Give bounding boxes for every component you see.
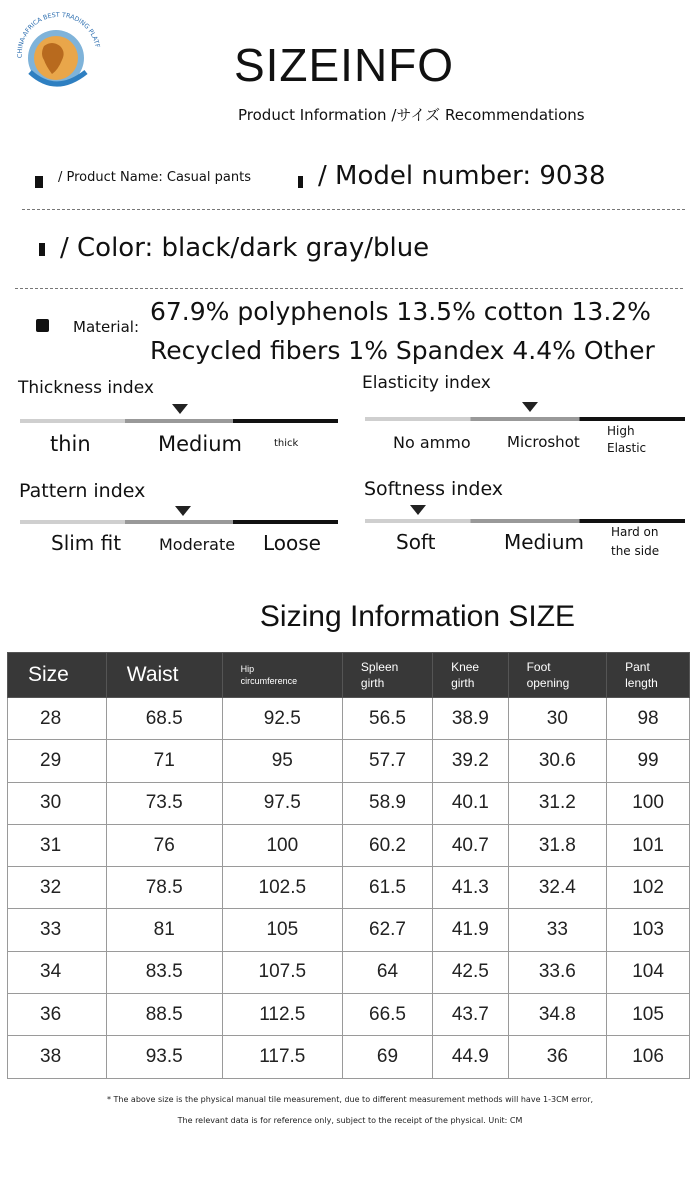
pattern-option-moderate: Moderate	[159, 535, 236, 554]
table-row	[8, 951, 690, 993]
cell-spleen-girth: 56.5	[342, 698, 432, 740]
cell-size: 34	[8, 951, 107, 993]
cell-pant-length: 102	[607, 867, 690, 909]
pattern-scale-bar	[20, 520, 338, 524]
cell-waist: 93.5	[106, 1036, 222, 1078]
cell-knee-girth: 43.7	[433, 994, 508, 1036]
elasticity-indicator-icon	[522, 402, 538, 412]
elasticity-option-high-line2: Elastic	[607, 441, 647, 455]
cell-hip: 100	[222, 824, 342, 866]
table-row	[8, 867, 690, 909]
divider	[15, 288, 683, 289]
page-title: SIZEINFO	[233, 39, 455, 91]
softness-index-title: Softness index	[364, 478, 504, 500]
cell-hip: 112.5	[222, 994, 342, 1036]
cell-waist: 71	[106, 740, 222, 782]
cell-waist: 78.5	[106, 867, 222, 909]
cell-hip: 95	[222, 740, 342, 782]
table-row	[8, 1036, 690, 1078]
cell-size: 32	[8, 867, 107, 909]
table-row	[8, 698, 690, 740]
footnote-line-2: The relevant data is for reference only, subject to the receipt of the physical. Unit: CM	[177, 1116, 523, 1125]
softness-option-soft: Soft	[396, 530, 436, 554]
cell-size: 29	[8, 740, 107, 782]
pattern-option-slim: Slim fit	[51, 531, 122, 555]
cell-size: 38	[8, 1036, 107, 1078]
cell-pant-length: 98	[607, 698, 690, 740]
cell-foot-opening: 30.6	[508, 740, 607, 782]
thickness-option-thin: thin	[50, 432, 91, 456]
sizing-title: Sizing Information SIZE	[259, 600, 576, 633]
pattern-indicator-icon	[175, 506, 191, 516]
divider	[22, 209, 685, 210]
elasticity-option-high	[607, 423, 646, 457]
cell-waist: 68.5	[106, 698, 222, 740]
cell-foot-opening: 31.2	[508, 782, 607, 824]
cell-hip: 117.5	[222, 1036, 342, 1078]
table-row	[8, 782, 690, 824]
cell-hip: 107.5	[222, 951, 342, 993]
softness-option-hard-line2: the side	[611, 544, 660, 558]
cell-waist: 81	[106, 909, 222, 951]
cell-spleen-girth: 61.5	[342, 867, 432, 909]
header-waist: Waist	[106, 653, 222, 698]
cell-foot-opening: 34.8	[508, 994, 607, 1036]
material-composition	[150, 292, 655, 370]
cell-pant-length: 105	[607, 994, 690, 1036]
cell-hip: 102.5	[222, 867, 342, 909]
cell-pant-length: 103	[607, 909, 690, 951]
softness-indicator-icon	[410, 505, 426, 515]
cell-spleen-girth: 58.9	[342, 782, 432, 824]
bullet-marker	[35, 176, 43, 188]
elasticity-index-title: Elasticity index	[362, 373, 491, 393]
bullet-marker	[39, 243, 45, 256]
thickness-indicator-icon	[172, 404, 188, 414]
material-label: Material:	[73, 318, 139, 336]
cell-knee-girth: 40.1	[433, 782, 508, 824]
cell-size: 36	[8, 994, 107, 1036]
size-table-header-row	[8, 653, 690, 698]
cell-knee-girth: 42.5	[433, 951, 508, 993]
cell-pant-length: 106	[607, 1036, 690, 1078]
bullet-marker	[36, 319, 49, 332]
header-spleen-girth: Spleen girth	[342, 653, 432, 698]
cell-knee-girth: 41.9	[433, 909, 508, 951]
table-row	[8, 909, 690, 951]
table-row	[8, 824, 690, 866]
cell-spleen-girth: 69	[342, 1036, 432, 1078]
cell-spleen-girth: 66.5	[342, 994, 432, 1036]
cell-pant-length: 104	[607, 951, 690, 993]
table-row	[8, 740, 690, 782]
header-size: Size	[8, 653, 107, 698]
cell-foot-opening: 30	[508, 698, 607, 740]
header-foot-opening: Foot opening	[508, 653, 607, 698]
cell-foot-opening: 33.6	[508, 951, 607, 993]
cell-pant-length: 99	[607, 740, 690, 782]
thickness-index-title: Thickness index	[18, 378, 154, 398]
cell-knee-girth: 39.2	[433, 740, 508, 782]
cell-foot-opening: 36	[508, 1036, 607, 1078]
cell-size: 31	[8, 824, 107, 866]
cell-knee-girth: 38.9	[433, 698, 508, 740]
cell-size: 33	[8, 909, 107, 951]
cell-size: 28	[8, 698, 107, 740]
cell-pant-length: 100	[607, 782, 690, 824]
cell-hip: 92.5	[222, 698, 342, 740]
cell-foot-opening: 31.8	[508, 824, 607, 866]
cell-pant-length: 101	[607, 824, 690, 866]
softness-option-hard-line1: Hard on	[611, 525, 659, 539]
header-hip: Hip circumference	[222, 653, 342, 698]
thickness-option-medium: Medium	[158, 432, 242, 456]
cell-foot-opening: 33	[508, 909, 607, 951]
page-subtitle: Product Information /サイズ Recommendations	[238, 106, 585, 124]
header-knee-girth: Knee girth	[433, 653, 508, 698]
elasticity-option-micro: Microshot	[507, 433, 580, 451]
cell-knee-girth: 44.9	[433, 1036, 508, 1078]
cell-hip: 105	[222, 909, 342, 951]
header-pant-length: Pant length	[607, 653, 690, 698]
cell-hip: 97.5	[222, 782, 342, 824]
cell-spleen-girth: 57.7	[342, 740, 432, 782]
cell-waist: 83.5	[106, 951, 222, 993]
cell-size: 30	[8, 782, 107, 824]
cell-spleen-girth: 62.7	[342, 909, 432, 951]
cell-waist: 76	[106, 824, 222, 866]
thickness-option-thick: thick	[274, 438, 299, 449]
cell-waist: 88.5	[106, 994, 222, 1036]
model-number: / Model number: 9038	[318, 161, 606, 191]
cell-spleen-girth: 60.2	[342, 824, 432, 866]
elasticity-scale-bar	[365, 417, 685, 421]
size-table	[7, 652, 690, 1079]
cell-waist: 73.5	[106, 782, 222, 824]
material-line-1: 67.9% polyphenols 13.5% cotton 13.2%	[150, 297, 651, 326]
softness-option-hard	[611, 523, 659, 561]
bullet-marker	[298, 176, 303, 188]
pattern-option-loose: Loose	[263, 531, 321, 555]
product-color: / Color: black/dark gray/blue	[60, 233, 430, 263]
logo-text: CHINA-AFRICA BEST TRADING PLATF	[16, 11, 101, 59]
table-row	[8, 994, 690, 1036]
cell-knee-girth: 41.3	[433, 867, 508, 909]
cell-knee-girth: 40.7	[433, 824, 508, 866]
thickness-scale-bar	[20, 419, 338, 423]
softness-option-medium: Medium	[504, 530, 584, 554]
footnote-line-1: * The above size is the physical manual tile measurement, due to different measurement methods will have 1-3CM error,	[106, 1095, 594, 1104]
cell-spleen-girth: 64	[342, 951, 432, 993]
pattern-index-title: Pattern index	[19, 480, 146, 502]
cell-foot-opening: 32.4	[508, 867, 607, 909]
elasticity-option-high-line1: High	[607, 424, 635, 438]
product-name: / Product Name: Casual pants	[58, 170, 251, 185]
elasticity-option-none: No ammo	[393, 433, 471, 452]
material-line-2: Recycled fibers 1% Spandex 4.4% Other	[150, 336, 655, 365]
